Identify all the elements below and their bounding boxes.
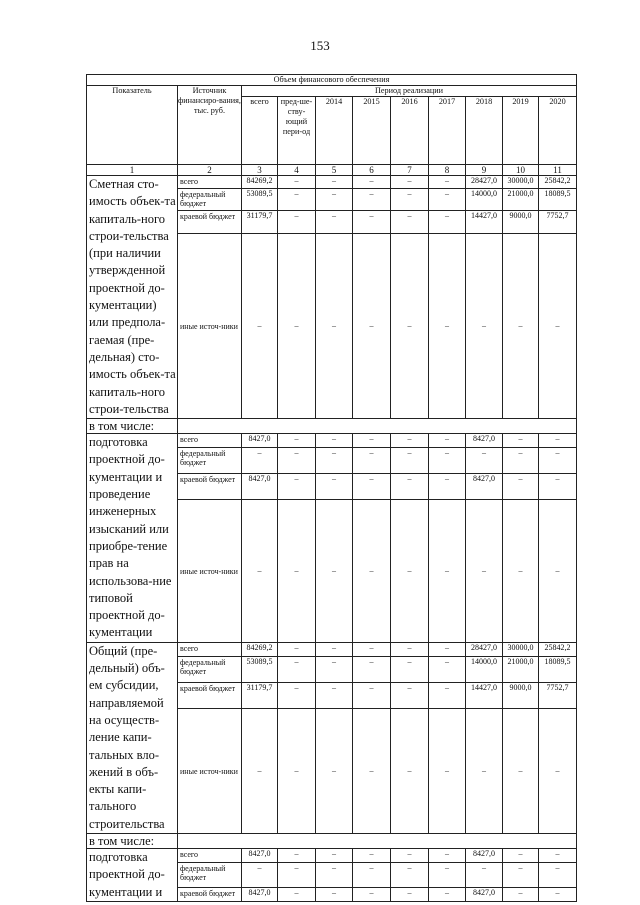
value-cell: – (316, 888, 353, 902)
value-cell: – (391, 642, 429, 656)
value-cell: – (429, 642, 466, 656)
value-cell: – (429, 211, 466, 234)
empty-cell (178, 419, 577, 434)
value-cell: – (503, 448, 539, 474)
column-number: 3 (242, 165, 278, 176)
value-cell: – (278, 642, 316, 656)
source-cell: краевой бюджет (178, 474, 242, 500)
value-cell: – (503, 848, 539, 862)
column-number: 6 (353, 165, 391, 176)
value-cell: – (539, 709, 577, 834)
value-cell: – (391, 188, 429, 211)
value-cell: – (429, 434, 466, 448)
column-number: 10 (503, 165, 539, 176)
value-cell: – (429, 709, 466, 834)
column-number: 2 (178, 165, 242, 176)
table-row (87, 848, 577, 862)
value-cell: – (466, 709, 503, 834)
value-cell: 30000,0 (503, 642, 539, 656)
value-cell: – (316, 474, 353, 500)
value-cell: – (242, 500, 278, 643)
value-cell: – (353, 434, 391, 448)
year-header: 2014 (316, 97, 353, 165)
value-cell: – (278, 448, 316, 474)
column-number: 4 (278, 165, 316, 176)
value-cell: 7752,7 (539, 211, 577, 234)
value-cell: – (316, 848, 353, 862)
value-cell: 7752,7 (539, 683, 577, 709)
table-row (87, 176, 577, 189)
source-cell: иные источ-ники (178, 234, 242, 419)
value-cell: 9000,0 (503, 211, 539, 234)
value-cell: – (353, 709, 391, 834)
value-cell: – (278, 709, 316, 834)
source-cell: федеральный бюджет (178, 862, 242, 887)
value-cell: 84269,2 (242, 176, 278, 189)
value-cell: 84269,2 (242, 642, 278, 656)
value-cell: – (466, 862, 503, 887)
year-header: 2020 (539, 97, 577, 165)
value-cell: – (503, 888, 539, 902)
value-cell: – (278, 211, 316, 234)
value-cell: – (316, 234, 353, 419)
column-number: 11 (539, 165, 577, 176)
value-cell: 8427,0 (466, 474, 503, 500)
value-cell: – (429, 234, 466, 419)
value-cell: – (316, 211, 353, 234)
value-cell: – (316, 862, 353, 887)
source-cell: иные источ-ники (178, 709, 242, 834)
source-cell: всего (178, 176, 242, 189)
value-cell: – (429, 448, 466, 474)
value-cell: – (429, 683, 466, 709)
value-cell: – (429, 656, 466, 682)
value-cell: – (353, 656, 391, 682)
value-cell: – (539, 434, 577, 448)
value-cell: – (429, 500, 466, 643)
value-cell: – (278, 848, 316, 862)
section-label: в том числе: (87, 833, 178, 848)
value-cell: 21000,0 (503, 188, 539, 211)
source-cell: краевой бюджет (178, 211, 242, 234)
value-cell: – (353, 234, 391, 419)
value-cell: – (353, 188, 391, 211)
value-cell: – (429, 862, 466, 887)
indicator-cell: подготовка проектной до-кументации и (87, 848, 178, 901)
value-cell: – (503, 709, 539, 834)
table-row (87, 642, 577, 656)
value-cell: 18089,5 (539, 656, 577, 682)
indicator-cell: подготовка проектной до-кументации и проведение инженерных изысканий или приобре-тение прав на использова-ние типовой проектной до-кументации (87, 434, 178, 643)
financing-table (86, 74, 577, 902)
value-cell: – (278, 234, 316, 419)
page-number: 153 (310, 38, 330, 53)
value-cell: 14000,0 (466, 656, 503, 682)
value-cell: – (391, 862, 429, 887)
value-cell: – (242, 709, 278, 834)
column-number-row (87, 165, 577, 176)
value-cell: – (278, 434, 316, 448)
value-cell: 8427,0 (242, 474, 278, 500)
value-cell: – (539, 448, 577, 474)
value-cell: – (316, 188, 353, 211)
period-header: Период реализации (242, 86, 577, 97)
value-cell: – (429, 176, 466, 189)
column-number: 7 (391, 165, 429, 176)
value-cell: – (539, 888, 577, 902)
value-cell: 8427,0 (466, 888, 503, 902)
value-cell: 8427,0 (242, 888, 278, 902)
value-cell: – (278, 176, 316, 189)
value-cell: – (242, 234, 278, 419)
value-cell: 8427,0 (466, 848, 503, 862)
year-header: 2018 (466, 97, 503, 165)
source-cell: федеральный бюджет (178, 448, 242, 474)
value-cell: – (316, 448, 353, 474)
value-cell: – (316, 656, 353, 682)
source-cell: иные источ-ники (178, 500, 242, 643)
value-cell: – (391, 656, 429, 682)
value-cell: – (278, 862, 316, 887)
year-header: 2015 (353, 97, 391, 165)
value-cell: – (316, 642, 353, 656)
value-cell: – (503, 862, 539, 887)
source-cell: всего (178, 848, 242, 862)
value-cell: – (391, 709, 429, 834)
value-cell: – (391, 176, 429, 189)
value-cell: – (503, 474, 539, 500)
source-cell: краевой бюджет (178, 683, 242, 709)
empty-cell (178, 833, 577, 848)
value-cell: – (353, 500, 391, 643)
value-cell: – (316, 500, 353, 643)
value-cell: – (503, 434, 539, 448)
value-cell: – (353, 862, 391, 887)
value-cell: – (278, 656, 316, 682)
source-header: Источник финансиро-вания, тыс. руб. (178, 86, 242, 165)
value-cell: 31179,7 (242, 211, 278, 234)
value-cell: 28427,0 (466, 642, 503, 656)
value-cell: 25842,2 (539, 642, 577, 656)
volume-header: Объем финансового обеспечения (87, 75, 577, 86)
value-cell: – (391, 211, 429, 234)
value-cell: – (242, 448, 278, 474)
value-cell: – (391, 500, 429, 643)
value-cell: – (539, 474, 577, 500)
value-cell: – (316, 683, 353, 709)
indicator-cell: Общий (пре-дельный) объ-ем субсидии, направляемой на осуществ-ление капи-тальных вло-жений в объ-екты капи-тального строительства (87, 642, 178, 833)
value-cell: – (539, 234, 577, 419)
value-cell: – (391, 434, 429, 448)
value-cell: – (353, 888, 391, 902)
source-cell: федеральный бюджет (178, 656, 242, 682)
value-cell: – (539, 862, 577, 887)
section-label: в том числе: (87, 419, 178, 434)
column-number: 1 (87, 165, 178, 176)
value-cell: – (391, 448, 429, 474)
value-cell: – (278, 683, 316, 709)
value-cell: – (353, 448, 391, 474)
value-cell: 53089,5 (242, 656, 278, 682)
value-cell: – (429, 188, 466, 211)
value-cell: – (278, 888, 316, 902)
value-cell: – (391, 683, 429, 709)
value-cell: 8427,0 (242, 848, 278, 862)
value-cell: – (353, 474, 391, 500)
value-cell: – (391, 848, 429, 862)
value-cell: – (278, 500, 316, 643)
value-cell: – (503, 500, 539, 643)
value-cell: 25842,2 (539, 176, 577, 189)
value-cell: – (429, 888, 466, 902)
source-cell: всего (178, 642, 242, 656)
source-cell: краевой бюджет (178, 888, 242, 902)
year-header: 2017 (429, 97, 466, 165)
value-cell: 9000,0 (503, 683, 539, 709)
value-cell: – (278, 188, 316, 211)
value-cell: – (429, 474, 466, 500)
value-cell: – (391, 888, 429, 902)
value-cell: – (278, 474, 316, 500)
value-cell: 14427,0 (466, 211, 503, 234)
column-number: 9 (466, 165, 503, 176)
value-cell: – (353, 642, 391, 656)
column-number: 5 (316, 165, 353, 176)
value-cell: – (353, 211, 391, 234)
column-number: 8 (429, 165, 466, 176)
value-cell: – (391, 234, 429, 419)
source-cell: всего (178, 434, 242, 448)
value-cell: – (242, 862, 278, 887)
value-cell: – (466, 500, 503, 643)
value-cell: – (466, 448, 503, 474)
value-cell: 14000,0 (466, 188, 503, 211)
value-cell: 28427,0 (466, 176, 503, 189)
value-cell: – (353, 848, 391, 862)
value-cell: – (391, 474, 429, 500)
value-cell: – (466, 234, 503, 419)
value-cell: – (539, 500, 577, 643)
value-cell: 21000,0 (503, 656, 539, 682)
value-cell: 53089,5 (242, 188, 278, 211)
value-cell: – (429, 848, 466, 862)
indicator-header: Показатель (87, 86, 178, 165)
value-cell: – (316, 709, 353, 834)
value-cell: – (539, 848, 577, 862)
value-cell: 8427,0 (242, 434, 278, 448)
value-cell: 30000,0 (503, 176, 539, 189)
year-header: 2019 (503, 97, 539, 165)
value-cell: – (316, 176, 353, 189)
source-cell: федеральный бюджет (178, 188, 242, 211)
year-header: 2016 (391, 97, 429, 165)
value-cell: 31179,7 (242, 683, 278, 709)
indicator-cell: Сметная сто-имость объек-та капиталь-ного строи-тельства (при наличии утвержденной проектной до-кументации) или предпола-гаемая (пре-дельная) сто-имость объек-та капиталь-ного строи-тельства (87, 176, 178, 419)
value-cell: 18089,5 (539, 188, 577, 211)
value-cell: 14427,0 (466, 683, 503, 709)
previous-period-header: пред-ше-ству-ющий пери-од (278, 97, 316, 165)
value-cell: – (503, 234, 539, 419)
value-cell: – (353, 176, 391, 189)
value-cell: 8427,0 (466, 434, 503, 448)
table-row (87, 434, 577, 448)
value-cell: – (353, 683, 391, 709)
total-header: всего (242, 97, 278, 165)
value-cell: – (316, 434, 353, 448)
